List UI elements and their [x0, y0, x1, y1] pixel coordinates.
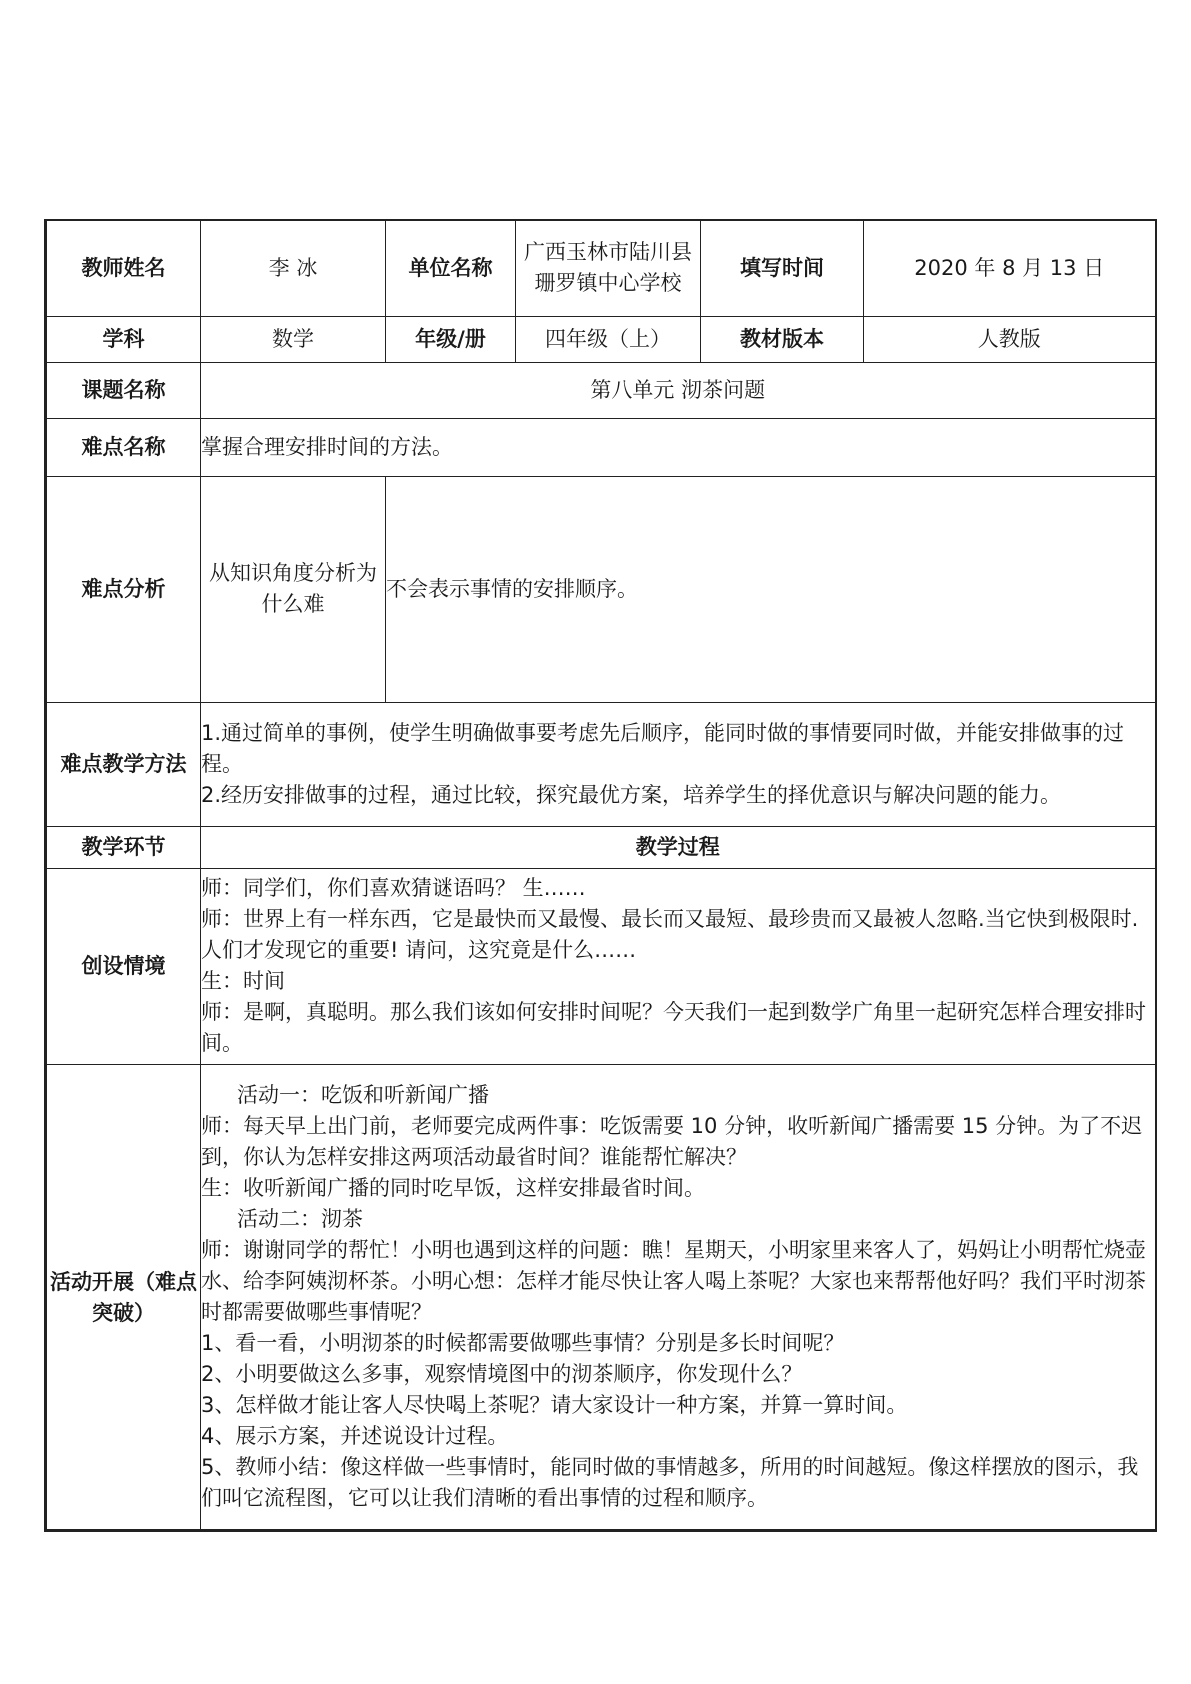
scenario-label: 创设情境: [46, 868, 201, 1064]
activity-content: [201, 1064, 1156, 1530]
analysis-sub-label: 从知识角度分析为什么难: [201, 476, 386, 702]
subject-label: 学科: [46, 316, 201, 362]
activity-line: 4、展示方案，并述说设计过程。: [201, 1423, 509, 1448]
activity-two-title: 活动二：沏茶: [237, 1206, 363, 1231]
edition-value: 人教版: [864, 316, 1156, 362]
scenario-line: 师：同学们，你们喜欢猜谜语吗？ 生……: [201, 876, 586, 900]
process-stage-label: 教学环节: [46, 826, 201, 868]
subject-value: 数学: [201, 316, 386, 362]
topic-value: 第八单元 沏茶问题: [201, 362, 1156, 418]
activity-line: 师：每天早上出门前，老师要完成两件事：吃饭需要 10 分钟，收听新闻广播需要 15 分钟。为了不迟到，你认为怎样安排这两项活动最省时间？谁能帮忙解决？: [201, 1113, 1143, 1169]
activity-line: 生：收听新闻广播的同时吃早饭，这样安排最省时间。: [201, 1175, 705, 1200]
activity-label: 活动开展（难点突破）: [46, 1064, 201, 1530]
topic-row: [46, 362, 1156, 418]
process-header-row: [46, 826, 1156, 868]
fill-date-value: 2020 年 8 月 13 日: [864, 220, 1156, 316]
method-row: [46, 702, 1156, 826]
grade-value: 四年级（上）: [516, 316, 701, 362]
difficulty-value: 掌握合理安排时间的方法。: [201, 418, 1156, 476]
activity-line: 2、小明要做这么多事，观察情境图中的沏茶顺序，你发现什么？: [201, 1361, 803, 1386]
grade-label: 年级/册: [386, 316, 516, 362]
difficulty-row: [46, 418, 1156, 476]
activity-row: [46, 1064, 1156, 1530]
scenario-content: [201, 868, 1156, 1064]
activity-line: 师：谢谢同学的帮忙！小明也遇到这样的问题：瞧！星期天，小明家里来客人了，妈妈让小明帮忙烧壶水、给李阿姨沏杯茶。小明心想：怎样才能尽快让客人喝上茶呢？大家也来帮帮他好吗？我们平时沏茶时都需要做哪些事情呢？: [201, 1237, 1146, 1324]
method-label: 难点教学方法: [46, 702, 201, 826]
activity-line: 1、看一看，小明沏茶的时候都需要做哪些事情？分别是多长时间呢？: [201, 1330, 845, 1355]
activity-one-title: 活动一：吃饭和听新闻广播: [237, 1082, 489, 1107]
unit-name-label: 单位名称: [386, 220, 516, 316]
topic-label: 课题名称: [46, 362, 201, 418]
activity-line: 5、教师小结：像这样做一些事情时，能同时做的事情越多，所用的时间越短。像这样摆放的图示，我们叫它流程图，它可以让我们清晰的看出事情的过程和顺序。: [201, 1454, 1139, 1510]
unit-name-value: 广西玉林市陆川县珊罗镇中心学校: [516, 220, 701, 316]
fill-date-label: 填写时间: [701, 220, 864, 316]
scenario-line: 生：时间: [201, 969, 285, 993]
scenario-row: [46, 868, 1156, 1064]
method-line: 2.经历安排做事的过程，通过比较，探究最优方案，培养学生的择优意识与解决问题的能力。: [201, 782, 1062, 807]
difficulty-label: 难点名称: [46, 418, 201, 476]
process-title: 教学过程: [201, 826, 1156, 868]
subject-row: [46, 316, 1156, 362]
header-row: [46, 220, 1156, 316]
edition-label: 教材版本: [701, 316, 864, 362]
analysis-label: 难点分析: [46, 476, 201, 702]
method-line: 1.通过简单的事例，使学生明确做事要考虑先后顺序，能同时做的事情要同时做，并能安排做事的过程。: [201, 720, 1125, 776]
scenario-line: 师：是啊，真聪明。那么我们该如何安排时间呢？今天我们一起到数学广角里一起研究怎样合理安排时间。: [201, 1000, 1146, 1055]
analysis-row: [46, 476, 1156, 702]
analysis-value: 不会表示事情的安排顺序。: [386, 476, 1156, 702]
scenario-line: 师：世界上有一样东西，它是最快而又最慢、最长而又最短、最珍贵而又最被人忽略.当它快到极限时.人们才发现它的重要! 请问，这究竟是什么……: [201, 907, 1139, 962]
activity-line: 3、怎样做才能让客人尽快喝上茶呢？请大家设计一种方案，并算一算时间。: [201, 1392, 908, 1417]
teacher-name-value: 李 冰: [201, 220, 386, 316]
teacher-name-label: 教师姓名: [46, 220, 201, 316]
lesson-plan-table: [44, 219, 1157, 1532]
method-content: [201, 702, 1156, 826]
